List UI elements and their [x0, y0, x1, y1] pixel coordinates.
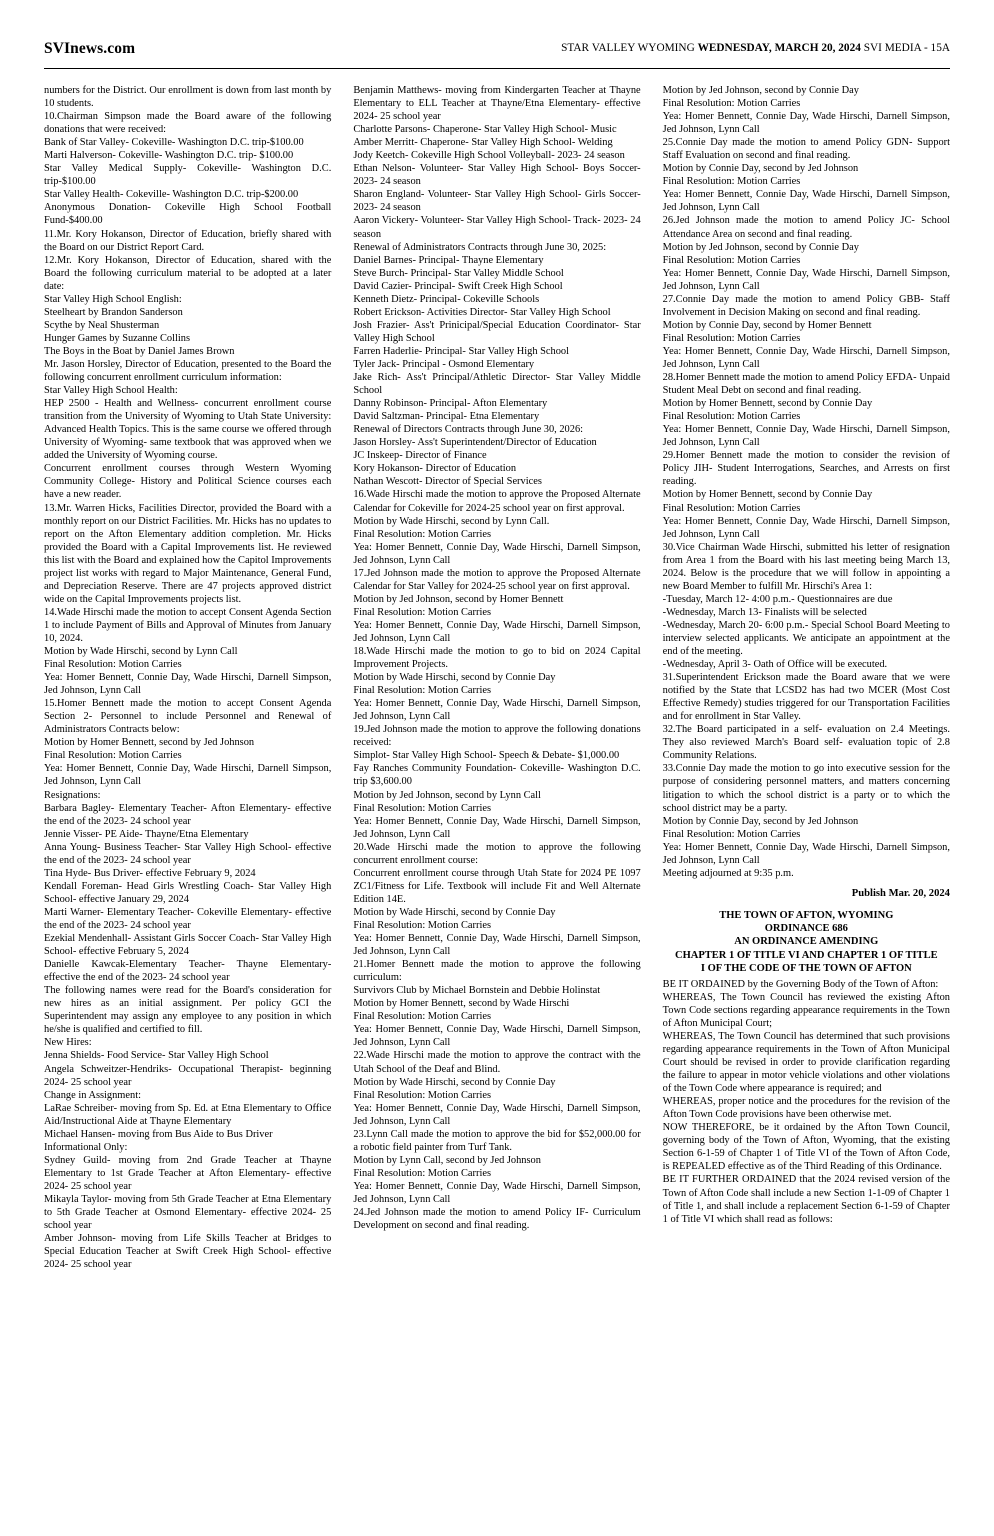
column-two	[353, 84, 640, 1518]
ordinance-paragraph: BE IT FURTHER ORDAINED that the 2024 revised version of the Town of Afton Code shall include a new Section 1-1-09 of Chapter 1 of Title 1, and shall include a replacement Section 6-1-59 of Chapter 1 of Title VI which shall read as follows:	[662, 1174, 950, 1225]
paragraph: New Hires:	[44, 1037, 92, 1049]
paragraph: Final Resolution: Motion Carries	[44, 659, 182, 671]
paragraph: Final Resolution: Motion Carries	[662, 176, 801, 188]
paragraph: Jennie Visser- PE Aide- Thayne/Etna Elementary	[44, 828, 249, 840]
paragraph: Motion by Connie Day, second by Homer Bennett	[662, 319, 872, 331]
paragraph: Concurrent enrollment course through Utah State for 2024 PE 1097 ZC1/Fitness for Life. Textbook will include Fit and Well Alternate Edition 14E.	[353, 867, 641, 905]
paragraph: Amber Merritt- Chaperone- Star Valley High School- Welding	[353, 137, 613, 149]
paragraph: Angela Schweitzer-Hendriks- Occupational Therapist- beginning 2024- 25 school year	[44, 1063, 332, 1088]
paragraph: Final Resolution: Motion Carries	[353, 1167, 491, 1179]
paragraph: -Wednesday, April 3- Oath of Office will be executed.	[662, 659, 888, 671]
paragraph: Final Resolution: Motion Carries	[662, 411, 801, 423]
paragraph: Star Valley Medical Supply- Cokeville- Washington D.C. trip-$100.00	[44, 163, 332, 188]
ordinance-heading-line: I OF THE CODE OF THE TOWN OF AFTON	[700, 962, 912, 974]
paragraph: Josh Frazier- Ass't Prinicipal/Special Education Coordinator- Star Valley High School	[353, 319, 641, 344]
paragraph: Scythe by Neal Shusterman	[44, 319, 160, 331]
paragraph: Star Valley High School English:	[44, 293, 182, 305]
paragraph: Final Resolution: Motion Carries	[662, 502, 801, 514]
paragraph: 12.Mr. Kory Hokanson, Director of Education, shared with the Board the following curriculum material to be adopted at a later date:	[44, 254, 332, 292]
paragraph: 32.The Board participated in a self- evaluation on 2.4 Meetings. They also reviewed March's Board self- evaluation topic of 2.8 Community Relations.	[662, 724, 950, 762]
paragraph: Yea: Homer Bennett, Connie Day, Wade Hirschi, Darnell Simpson, Jed Johnson, Lynn Call	[353, 815, 641, 840]
paragraph: Final Resolution: Motion Carries	[662, 254, 801, 266]
paragraph: Yea: Homer Bennett, Connie Day, Wade Hirschi, Darnell Simpson, Jed Johnson, Lynn Call	[353, 1180, 641, 1205]
paragraph: LaRae Schreiber- moving from Sp. Ed. at Etna Elementary to Office Aid/Instructional Aide at Thayne Elementary	[44, 1102, 332, 1127]
paragraph: 31.Superintendent Erickson made the Board aware that we were notified by the State that LCSD2 has had two MCER (Most Cost Effective Remedy) studies triggered for our Transportation Facilities and for enrollment in Star Valley.	[662, 672, 950, 723]
paragraph: Final Resolution: Motion Carries	[353, 606, 491, 618]
paragraph: Marti Warner- Elementary Teacher- Cokeville Elementary- effective the end of the 2023- 24 school year	[44, 906, 332, 931]
paragraph: Jenna Shields- Food Service- Star Valley High School	[44, 1050, 269, 1062]
paragraph: Anonymous Donation- Cokeville High School Football Fund-$400.00	[44, 202, 332, 227]
paragraph: Final Resolution: Motion Carries	[662, 98, 801, 110]
paragraph: Fay Ranches Community Foundation- Cokeville- Washington D.C. trip $3,600.00	[353, 763, 641, 788]
paragraph: 22.Wade Hirschi made the motion to approve the contract with the Utah School of the Deaf and Blind.	[353, 1050, 641, 1075]
paragraph: Aaron Vickery- Volunteer- Star Valley High School- Track- 2023- 24 season	[353, 215, 641, 240]
paragraph: Motion by Homer Bennett, second by Connie Day	[662, 489, 873, 501]
ordinance-paragraph: WHEREAS, The Town Council has reviewed the existing Afton Town Code sections regarding appearance requirements in the Town of Afton Municipal Court;	[662, 991, 950, 1029]
ordinance-paragraph: WHEREAS, The Town Council has determined that such provisions regarding appearance requirements in the Town of Afton Municipal Court should be revised in order to provide clarification regarding the failure to appear in motor vehicle violations and other violations of the Town Code where appearance is required; and	[662, 1030, 950, 1095]
paragraph: Benjamin Matthews- moving from Kindergarten Teacher at Thayne Elementary to ELL Teacher at Thayne/Etna Elementary- effective 2024- 25 school year	[353, 85, 641, 123]
paragraph: Renewal of Administrators Contracts through June 30, 2025:	[353, 241, 607, 253]
paragraph: 19.Jed Johnson made the motion to approve the following donations received:	[353, 724, 641, 749]
masthead-rule	[44, 68, 950, 69]
paragraph: Charlotte Parsons- Chaperone- Star Valley High School- Music	[353, 124, 617, 136]
paragraph: Yea: Homer Bennett, Connie Day, Wade Hirschi, Darnell Simpson, Jed Johnson, Lynn Call	[662, 345, 950, 370]
paragraph: Motion by Connie Day, second by Jed Johnson	[662, 163, 859, 175]
paragraph: Final Resolution: Motion Carries	[353, 1011, 491, 1023]
paragraph: Kendall Foreman- Head Girls Wrestling Coach- Star Valley High School- effective January 29, 2024	[44, 880, 332, 905]
publish-date: Publish Mar. 20, 2024	[851, 887, 950, 899]
masthead-page: SVI MEDIA - 15A	[863, 42, 950, 54]
paragraph: Daniel Barnes- Principal- Thayne Elementary	[353, 254, 544, 266]
paragraph: Yea: Homer Bennett, Connie Day, Wade Hirschi, Darnell Simpson, Jed Johnson, Lynn Call	[353, 619, 641, 644]
paragraph: Kory Hokanson- Director of Education	[353, 463, 517, 475]
ordinance-paragraph: NOW THEREFORE, be it ordained by the Afton Town Council, governing body of the Town of Afton, Wyoming, that the existing Section 6-1-59 of Chapter 1 of Title VI of the Town of Afton Code, is REPEALED effective as of the Third Reading of this Ordinance.	[662, 1122, 950, 1173]
paragraph: 28.Homer Bennett made the motion to amend Policy EFDA- Unpaid Student Meal Debt on second and final reading.	[662, 372, 950, 397]
paragraph: Mikayla Taylor- moving from 5th Grade Teacher at Etna Elementary to 5th Grade Teacher at Osmond Elementary- effective 2024- 25 school year	[44, 1193, 332, 1232]
paragraph: Meeting adjourned at 9:35 p.m.	[662, 867, 794, 879]
paragraph: JC Inskeep- Director of Finance	[353, 450, 487, 462]
paragraph: Final Resolution: Motion Carries	[353, 528, 491, 540]
paragraph: Motion by Homer Bennett, second by Wade Hirschi	[353, 998, 570, 1010]
paragraph: Kenneth Dietz- Principal- Cokeville Schools	[353, 293, 540, 305]
paragraph: Yea: Homer Bennett, Connie Day, Wade Hirschi, Darnell Simpson, Jed Johnson, Lynn Call	[353, 698, 641, 723]
paragraph: Concurrent enrollment courses through Western Wyoming Community College- History and Political Science courses each have a new reader.	[44, 463, 332, 501]
paragraph: Motion by Homer Bennett, second by Jed Johnson	[44, 737, 255, 749]
paragraph: Star Valley Health- Cokeville- Washington D.C. trip-$200.00	[44, 189, 299, 201]
paragraph: Yea: Homer Bennett, Connie Day, Wade Hirschi, Darnell Simpson, Jed Johnson, Lynn Call	[353, 1024, 641, 1049]
paragraph: Final Resolution: Motion Carries	[353, 1089, 491, 1101]
paragraph: 30.Vice Chairman Wade Hirschi, submitted his letter of resignation from Area 1 from the Board with his last meeting being March 13, 2024. Below is the procedure that we will follow in appointing a new Board Member to fulfill Mr. Hirschi's Area 1:	[662, 541, 950, 592]
masthead-date: WEDNESDAY, MARCH 20, 2024	[697, 42, 861, 54]
paragraph: Final Resolution: Motion Carries	[353, 920, 491, 931]
paragraph: HEP 2500 - Health and Wellness- concurrent enrollment course transition from the University of Wyoming to Utah State University: Advanced Health Topics. This is the same course we offered through University of Wyoming- same textbook that was approved when we added the University of Wyoming course.	[44, 398, 332, 462]
paragraph: Robert Erickson- Activities Director- Star Valley High School	[353, 306, 611, 318]
paragraph: Yea: Homer Bennett, Connie Day, Wade Hirschi, Darnell Simpson, Jed Johnson, Lynn Call	[662, 515, 950, 540]
paragraph: Jake Rich- Ass't Principal/Athletic Director- Star Valley Middle School	[353, 372, 641, 397]
article-columns	[44, 84, 950, 1518]
paragraph: Yea: Homer Bennett, Connie Day, Wade Hirschi, Darnell Simpson, Jed Johnson, Lynn Call	[353, 541, 641, 566]
paragraph: Yea: Homer Bennett, Connie Day, Wade Hirschi, Darnell Simpson, Jed Johnson, Lynn Call	[662, 424, 950, 449]
paragraph: Sydney Guild- moving from 2nd Grade Teacher at Thayne Elementary to 1st Grade Teacher at Afton Elementary- effective 2024- 25 school year	[44, 1154, 332, 1192]
paragraph: Motion by Jed Johnson, second by Homer Bennett	[353, 593, 564, 605]
paragraph: Nathan Wescott- Director of Special Services	[353, 476, 542, 488]
paragraph: 25.Connie Day made the motion to amend Policy GDN- Support Staff Evaluation on second and final reading.	[662, 137, 950, 162]
paragraph: Yea: Homer Bennett, Connie Day, Wade Hirschi, Darnell Simpson, Jed Johnson, Lynn Call	[44, 672, 332, 697]
paragraph: Yea: Homer Bennett, Connie Day, Wade Hirschi, Darnell Simpson, Jed Johnson, Lynn Call	[44, 763, 332, 788]
paragraph: Tina Hyde- Bus Driver- effective February 9, 2024	[44, 867, 256, 879]
paragraph: Motion by Lynn Call, second by Jed Johnson	[353, 1154, 541, 1166]
paragraph: -Wednesday, March 13- Finalists will be selected	[662, 606, 867, 618]
paragraph: Simplot- Star Valley High School- Speech & Debate- $1,000.00	[353, 750, 620, 762]
paragraph: Motion by Homer Bennett, second by Connie Day	[662, 398, 873, 410]
paragraph: 27.Connie Day made the motion to amend Policy GBB- Staff Involvement in Decision Making on second and final reading.	[662, 293, 950, 318]
paragraph: Anna Young- Business Teacher- Star Valley High School- effective the end of the 2023- 24 school year	[44, 841, 332, 866]
paragraph: Motion by Wade Hirschi, second by Lynn Call	[44, 646, 238, 658]
paragraph: Jody Keetch- Cokeville High School Volleyball- 2023- 24 season	[353, 150, 625, 162]
paragraph: Amber Johnson- moving from Life Skills Teacher at Bridges to Special Education Teacher at Swift Creek High School- effective 2024- 25 school year	[44, 1233, 332, 1271]
paragraph: Final Resolution: Motion Carries	[662, 332, 801, 344]
paragraph: Motion by Jed Johnson, second by Connie Day	[662, 241, 859, 253]
paragraph: Jason Horsley- Ass't Superintendent/Director of Education	[353, 437, 597, 449]
paragraph: Tyler Jack- Principal - Osmond Elementary	[353, 358, 535, 370]
paragraph: Michael Hansen- moving from Bus Aide to Bus Driver	[44, 1128, 273, 1140]
paragraph: 10.Chairman Simpson made the Board aware of the following donations that were received:	[44, 111, 332, 136]
ordinance-heading	[663, 909, 950, 975]
paragraph: Final Resolution: Motion Carries	[353, 802, 491, 814]
paragraph: 21.Homer Bennett made the motion to approve the following curriculum:	[353, 959, 641, 984]
paragraph: 33.Connie Day made the motion to go into executive session for the purpose of considering personnel matters, and matters concerning litigation to which the school district is a party or to which the school district may be a party.	[662, 763, 950, 814]
masthead-info	[561, 42, 950, 54]
paragraph: -Tuesday, March 12- 4:00 p.m.- Questionnaires are due	[662, 593, 893, 605]
paragraph: Marti Halverson- Cokeville- Washington D.C. trip- $100.00	[44, 150, 294, 162]
paragraph: Hunger Games by Suzanne Collins	[44, 332, 191, 344]
paragraph: The Boys in the Boat by Daniel James Brown	[44, 345, 235, 357]
paragraph: Yea: Homer Bennett, Connie Day, Wade Hirschi, Darnell Simpson, Jed Johnson, Lynn Call	[662, 267, 950, 292]
column-three	[663, 84, 950, 1518]
paragraph: Star Valley High School Health:	[44, 385, 178, 397]
paragraph: 13.Mr. Warren Hicks, Facilities Director, provided the Board with a monthly report on our District Facilities. Mr. Hicks has no updates to report on the Afton Elementary addition completion. Mr. Hicks provided the Board with a Capital Improvements list. He reviewed this list with the Board and explained how the Capitol Improvements project list works with regard to Major Maintenance, General Fund, and Depreciation Reserve. There are 47 projects approved district wide on the Capital Improvements projects list.	[44, 502, 332, 605]
ordinance-paragraph: BE IT ORDAINED by the Governing Body of the Town of Afton:	[662, 978, 939, 990]
paragraph: 29.Homer Bennett made the motion to consider the revision of Policy JIH- Student Interrogations, Searches, and Arrests on first reading.	[662, 450, 950, 488]
paragraph: Yea: Homer Bennett, Connie Day, Wade Hirschi, Darnell Simpson, Jed Johnson, Lynn Call	[662, 189, 950, 214]
paragraph: Farren Haderlie- Principal- Star Valley High School	[353, 345, 569, 357]
paragraph: Mr. Jason Horsley, Director of Education, presented to the Board the following concurrent enrollment curriculum information:	[44, 358, 332, 384]
paragraph: Motion by Wade Hirschi, second by Connie Day	[353, 672, 556, 684]
column-one	[44, 84, 331, 1518]
masthead-paper: STAR VALLEY WYOMING	[561, 42, 695, 54]
paragraph: The following names were read for the Board's consideration for new hires as an initial assignment. Per policy GCI the Superintendent may assign any employee to any position in which he/she is qualified and certified to fill.	[44, 985, 332, 1036]
paragraph: 17.Jed Johnson made the motion to approve the Proposed Alternate Calendar for Star Valley for 2024-25 school year on first approval.	[353, 567, 641, 592]
paragraph: Barbara Bagley- Elementary Teacher- Afton Elementary- effective the end of the 2023- 24 school year	[44, 802, 332, 827]
paragraph: Ethan Nelson- Volunteer- Star Valley High School- Boys Soccer- 2023- 24 season	[353, 163, 641, 188]
paragraph: Final Resolution: Motion Carries	[662, 828, 801, 840]
paragraph: Informational Only:	[44, 1141, 128, 1153]
paragraph: Yea: Homer Bennett, Connie Day, Wade Hirschi, Darnell Simpson, Jed Johnson, Lynn Call	[662, 841, 950, 866]
paragraph: Steelheart by Brandon Sanderson	[44, 306, 183, 318]
paragraph: Resignations:	[44, 789, 101, 801]
paragraph: -Wednesday, March 20- 6:00 p.m.- Special School Board Meeting to interview selected applicants. We anticipate an appointment at the end of the meeting.	[662, 619, 950, 658]
paragraph: Motion by Connie Day, second by Jed Johnson	[662, 815, 859, 827]
masthead-site: SVInews.com	[44, 40, 136, 57]
paragraph: Motion by Jed Johnson, second by Lynn Call	[353, 789, 541, 801]
paragraph: numbers for the District. Our enrollment is down from last month by 10 students.	[44, 85, 332, 110]
paragraph: 18.Wade Hirschi made the motion to go to bid on 2024 Capital Improvement Projects.	[353, 646, 641, 671]
paragraph: Yea: Homer Bennett, Connie Day, Wade Hirschi, Darnell Simpson, Jed Johnson, Lynn Call	[353, 933, 641, 958]
paragraph: Final Resolution: Motion Carries	[353, 685, 491, 697]
ordinance-heading-line: AN ORDINANCE AMENDING	[734, 936, 879, 948]
paragraph: Danny Robinson- Principal- Afton Elementary	[353, 398, 548, 410]
ordinance-heading-line: THE TOWN OF AFTON, WYOMING	[719, 910, 894, 922]
paragraph: 23.Lynn Call made the motion to approve the bid for $52,000.00 for a robotic field painter from Turf Tank.	[353, 1128, 641, 1153]
paragraph: Yea: Homer Bennett, Connie Day, Wade Hirschi, Darnell Simpson, Jed Johnson, Lynn Call	[353, 1102, 641, 1127]
paragraph: Final Resolution: Motion Carries	[44, 750, 182, 762]
paragraph: Survivors Club by Michael Bornstein and Debbie Holinstat	[353, 985, 601, 997]
paragraph: David Cazier- Principal- Swift Creek High School	[353, 280, 563, 292]
paragraph: Danielle Kawcak-Elementary Teacher- Thayne Elementary- effective the end of the 2023- 24 school year	[44, 959, 332, 984]
paragraph: Bank of Star Valley- Cokeville- Washington D.C. trip-$100.00	[44, 137, 304, 149]
paragraph: Sharon England- Volunteer- Star Valley High School- Girls Soccer- 2023- 24 season	[353, 189, 641, 214]
ordinance-paragraph: WHEREAS, proper notice and the procedures for the revision of the Afton Town Code provisions have been otherwise met.	[662, 1096, 950, 1121]
paragraph: Motion by Wade Hirschi, second by Connie Day	[353, 906, 556, 918]
ordinance-heading-line: ORDINANCE 686	[764, 923, 848, 935]
paragraph: 26.Jed Johnson made the motion to amend Policy JC- School Attendance Area on second and final reading.	[662, 215, 950, 240]
paragraph: Yea: Homer Bennett, Connie Day, Wade Hirschi, Darnell Simpson, Jed Johnson, Lynn Call	[662, 111, 950, 136]
paragraph: Motion by Wade Hirschi, second by Lynn Call.	[353, 515, 550, 527]
ordinance-heading-line: CHAPTER 1 OF TITLE VI AND CHAPTER 1 OF TITLE	[674, 949, 938, 961]
paragraph: Renewal of Directors Contracts through June 30, 2026:	[353, 424, 584, 436]
paragraph: 11.Mr. Kory Hokanson, Director of Education, briefly shared with the Board on our District Report Card.	[44, 228, 332, 253]
paragraph: David Saltzman- Principal- Etna Elementary	[353, 411, 540, 423]
paragraph: 16.Wade Hirschi made the motion to approve the Proposed Alternate Calendar for Cokeville for 2024-25 school year on first approval.	[353, 489, 641, 514]
paragraph: Motion by Wade Hirschi, second by Connie Day	[353, 1076, 556, 1088]
paragraph: Motion by Jed Johnson, second by Connie Day	[662, 85, 859, 96]
paragraph: Steve Burch- Principal- Star Valley Middle School	[353, 267, 564, 279]
paragraph: 14.Wade Hirschi made the motion to accept Consent Agenda Section 1 to include Payment of Bills and Approval of Minutes from January 10, 2024.	[44, 606, 332, 644]
paragraph: Change in Assignment:	[44, 1089, 141, 1101]
paragraph: 24.Jed Johnson made the motion to amend Policy IF- Curriculum Development on second and final reading.	[353, 1207, 641, 1232]
paragraph: 15.Homer Bennett made the motion to accept Consent Agenda Section 2- Personnel to include Personnel and Renewal of Administrators Contracts below:	[44, 698, 332, 736]
paragraph: Ezekial Mendenhall- Assistant Girls Soccer Coach- Star Valley High School- effective February 5, 2024	[44, 933, 332, 958]
masthead	[44, 40, 950, 66]
paragraph: 20.Wade Hirschi made the motion to approve the following concurrent enrollment course:	[353, 841, 641, 866]
